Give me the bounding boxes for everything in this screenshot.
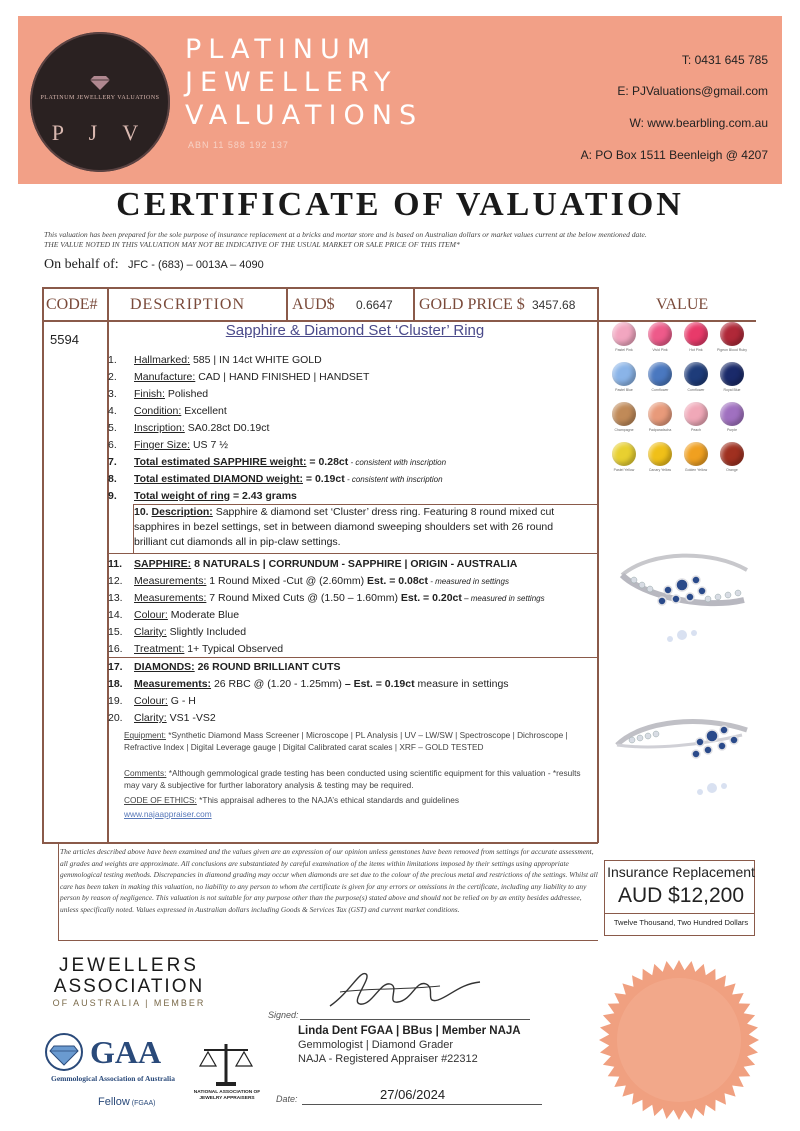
spec-number: 8. <box>108 473 117 485</box>
table-border-bottom <box>42 842 598 844</box>
spec-row <box>108 490 297 503</box>
ethics-note <box>124 794 594 806</box>
gem-swatch-label: Pastel Pink <box>615 348 633 352</box>
spec-note: - consistent with inscription <box>348 458 447 467</box>
spec-row <box>108 439 228 452</box>
table-border-left <box>42 287 44 843</box>
spec-number: 13. <box>108 592 123 604</box>
insurance-divider <box>604 913 754 914</box>
brand-name-line1: PLATINUM <box>185 34 378 65</box>
description-text: Sapphire & diamond set ‘Cluster’ dress ring. Featuring 8 round mixed cut sapphires in bezel settings, set in between diamond sweeping shoulders set with 26 round brilliant cut diamonds all in pip-claw settings. <box>134 506 555 548</box>
spec-value: 1+ Typical Observed <box>184 643 284 655</box>
signature-line <box>300 1019 530 1020</box>
code-column-header: CODE# <box>46 296 98 313</box>
signer-title: Gemmologist | Diamond Grader <box>298 1039 454 1051</box>
gem-swatch-label: Pigeon Blood Ruby <box>717 348 747 352</box>
ring-photo-top <box>612 545 752 655</box>
gem-swatch-label: Golden Yellow <box>684 468 708 472</box>
gem-swatch-label: Pastel Blue <box>615 388 633 392</box>
gem-swatch <box>720 322 744 346</box>
spec-number: 15. <box>108 626 123 638</box>
spec-value: Excellent <box>181 405 227 417</box>
company-logo <box>30 32 170 172</box>
description-number: 10. <box>134 506 149 518</box>
disclaimer-box-bottom <box>58 940 598 941</box>
header-divider-aud <box>286 287 288 320</box>
gem-swatch <box>612 402 636 426</box>
date-line <box>302 1104 542 1105</box>
jewellers-association-line3: OF AUSTRALIA | MEMBER <box>52 998 206 1008</box>
spec-label: Finish: <box>134 388 165 400</box>
gem-swatch <box>684 322 708 346</box>
gem-swatch-label: Pastel Yellow <box>613 468 635 472</box>
spec-row <box>108 712 216 725</box>
gold-price-label: GOLD PRICE $ <box>419 296 525 313</box>
spec-label: Clarity: <box>134 626 167 638</box>
spec-row <box>108 456 446 469</box>
naja-link-row <box>124 808 594 820</box>
comments-note <box>124 767 594 791</box>
gem-swatch <box>684 402 708 426</box>
equipment-text: *Synthetic Diamond Mass Screener | Microscope | PL Analysis | UV – LW/SW | Spectroscope | Dichroscope | Refractive Index | Digital Leverage gauge | Digital Calibrated carat scales | XRF – GOLD TESTED <box>124 730 568 752</box>
spec-label: Total estimated DIAMOND weight: <box>134 473 303 485</box>
spec-label: Inscription: <box>134 422 185 434</box>
ethics-label: CODE OF ETHICS: <box>124 795 197 805</box>
header-divider-gold <box>413 287 415 320</box>
spec-number: 9. <box>108 490 117 502</box>
spec-number: 1. <box>108 354 117 366</box>
description-label: Description: <box>151 506 213 518</box>
spec-number: 16. <box>108 643 123 655</box>
spec-row <box>108 661 341 674</box>
signed-label: Signed: <box>268 1010 299 1020</box>
spec-row <box>108 609 239 622</box>
date-label: Date: <box>276 1094 298 1104</box>
spec-label: Measurements: <box>134 678 212 690</box>
spec-number: 2. <box>108 371 117 383</box>
naja-name: NATIONAL ASSOCIATION OF JEWELRY APPRAISERS <box>193 1090 261 1101</box>
comments-text: *Although gemmological grade testing has been conducted using scientific equipment for this valuation - *results may vary & subjective for further laboratory analysis & testing may be required. <box>124 768 581 790</box>
spec-label: Hallmarked: <box>134 354 191 366</box>
spec-note: - consistent with inscription <box>344 475 443 484</box>
spec-value: VS1 -VS2 <box>166 712 216 724</box>
diamond-icon <box>90 76 110 90</box>
valuation-notice: This valuation has been prepared for the sole purpose of insurance replacement at a bricks and mortar store and is based on Australian dollars or market values current at the below mentioned date. <box>44 230 647 239</box>
aud-rate-label: AUD$ <box>292 296 335 313</box>
ring-photo-bottom <box>612 700 752 810</box>
spec-row <box>108 575 509 588</box>
spec-value: G - H <box>167 695 196 707</box>
description-column-header: DESCRIPTION <box>130 296 246 313</box>
spec-note: – measured in settings <box>461 594 545 603</box>
spec-label: DIAMONDS: <box>134 661 195 673</box>
table-border-top <box>42 287 598 289</box>
insurance-amount: AUD $12,200 <box>617 884 745 907</box>
spec-number: 3. <box>108 388 117 400</box>
gaa-diamond-icon <box>42 1032 86 1072</box>
spec-number: 20. <box>108 712 123 724</box>
row-divider-diamond <box>108 657 598 658</box>
spec-value: Slightly Included <box>166 626 247 638</box>
spec-label: Finger Size: <box>134 439 191 451</box>
spec-row <box>108 473 443 486</box>
spec-number: 19. <box>108 695 123 707</box>
gem-swatch <box>684 442 708 466</box>
item-description <box>134 505 589 550</box>
gem-swatch-label: Canary Yellow <box>648 468 672 472</box>
item-title: Sapphire & Diamond Set ‘Cluster’ Ring <box>225 322 485 339</box>
gaa-full-name: Gemmological Association of Australia <box>51 1074 175 1083</box>
seal-stamp <box>596 958 762 1122</box>
gem-swatch-label: Champagne <box>614 428 634 432</box>
spec-value: SA0.28ct D0.19ct <box>184 422 270 434</box>
valuation-disclaimer-caps: THE VALUE NOTED IN THIS VALUATION MAY NOT BE INDICATIVE OF THE USUAL MARKET OR SALE PRICE OF THIS ITEM* <box>44 240 460 249</box>
ethics-text: *This appraisal adheres to the NAJA’s ethical standards and guidelines <box>196 795 459 805</box>
spec-value: 585 | IN 14ct WHITE GOLD <box>190 354 322 366</box>
spec-value-bold: 8 NATURALS | CORRUNDUM - SAPPHIRE | ORIGIN - AUSTRALIA <box>191 558 518 570</box>
spec-value: 7 Round Mixed Cuts @ (1.50 – 1.60mm) <box>206 592 401 604</box>
fellow-label <box>98 1096 155 1108</box>
gem-swatch <box>684 362 708 386</box>
spec-row <box>108 592 545 605</box>
gem-swatch <box>612 442 636 466</box>
spec-note: - measured in settings <box>428 577 509 586</box>
spec-row <box>108 626 246 639</box>
signature <box>320 962 490 1018</box>
insurance-box-left <box>604 860 605 936</box>
spec-value-bold: Est. = 0.20ct <box>400 592 462 604</box>
spec-label: SAPPHIRE: <box>134 558 192 570</box>
jewellers-association-line1: JEWELLERS <box>59 955 199 976</box>
fellow-text: Fellow <box>98 1096 130 1108</box>
contact-website: W: www.bearbling.com.au <box>629 116 768 130</box>
gem-swatch <box>612 362 636 386</box>
logo-monogram: P J V <box>51 120 149 145</box>
spec-row <box>108 558 517 571</box>
spec-number: 5. <box>108 422 117 434</box>
value-column-header: VALUE <box>656 296 709 313</box>
gem-swatch-label: Peach <box>691 428 701 432</box>
on-behalf-label: On behalf of: <box>44 257 119 272</box>
gem-swatch <box>648 362 672 386</box>
contact-address: A: PO Box 1511 Beenleigh @ 4207 <box>580 148 768 162</box>
gem-swatch <box>648 322 672 346</box>
spec-value: US 7 ½ <box>190 439 228 451</box>
spec-value: Moderate Blue <box>167 609 240 621</box>
spec-label: Measurements: <box>134 575 207 587</box>
spec-label: Clarity: <box>134 712 167 724</box>
spec-label: Total weight of ring <box>134 490 231 502</box>
fellow-abbrev: (FGAA) <box>129 1100 156 1107</box>
abn-number: ABN 11 588 192 137 <box>188 140 289 150</box>
equipment-label: Equipment: <box>124 730 166 740</box>
spec-value: Polished <box>164 388 209 400</box>
spec-label: Measurements: <box>134 592 207 604</box>
spec-row <box>108 354 322 367</box>
spec-value-bold: = 0.28ct <box>306 456 349 468</box>
logo-caption: PLATINUM JEWELLERY VALUATIONS <box>40 95 160 101</box>
naja-scales-icon <box>198 1040 254 1088</box>
spec-value-bold: – Est. = 0.19ct <box>344 678 415 690</box>
value-column-divider <box>597 287 599 843</box>
spec-number: 6. <box>108 439 117 451</box>
spec-value: CAD | HAND FINISHED | HANDSET <box>195 371 370 383</box>
disclaimer-box-left <box>58 843 59 941</box>
spec-number: 14. <box>108 609 123 621</box>
gem-swatch <box>648 442 672 466</box>
gem-swatch <box>648 402 672 426</box>
gem-swatch-label: Hot Pink <box>689 348 703 352</box>
spec-value: 1 Round Mixed -Cut @ (2.60mm) <box>206 575 368 587</box>
contact-email: E: PJValuations@gmail.com <box>617 84 768 98</box>
aud-rate-value: 0.6647 <box>356 298 393 312</box>
gem-swatch-label: Cornflower <box>651 388 669 392</box>
spec-row <box>108 405 227 418</box>
spec-label: Colour: <box>134 609 168 621</box>
spec-row <box>108 388 208 401</box>
gem-swatch-label: Padparadscha <box>648 428 672 432</box>
spec-label: Manufacture: <box>134 371 196 383</box>
spec-row <box>108 678 509 691</box>
legal-disclaimer: The articles described above have been examined and the values given are an expression of our opinion unless gemstones have been removed from settings for accurate assessment, all grades and weights are approximate. All conclusions are substantiated by careful examination of the items within limitations imposed by their settings using appropriate gemmological testing methods. Discrepancies in diamond grading may occur when diamonds are set due to the colour of the precious metal and restrictions of the settings. Whilst all care has been taken in making this valuation, no liability to any person to whom the certificate is given for any errors or omissions in the certificate, including any liability to any person by reason of negligence. This valuation is not suitable for any purpose other than the purpose(s) stated above and should not be relied on by an entity besides addressee, unless specifically noted. Values expressed in Australian dollars including Goods & Services Tax (GST) and current market conditions. <box>60 847 598 914</box>
item-code: 5594 <box>50 332 79 347</box>
spec-value-bold: = 2.43 grams <box>230 490 297 502</box>
gem-swatch <box>720 402 744 426</box>
gem-swatch-label: Purple <box>726 428 738 432</box>
row-divider-sapphire <box>108 553 598 554</box>
spec-number: 11. <box>108 558 123 570</box>
comments-label: Comments: <box>124 768 167 778</box>
on-behalf-value: JFC - (683) – 0013A – 4090 <box>128 259 264 271</box>
insurance-title: Insurance Replacement <box>607 864 755 880</box>
insurance-box-bottom <box>604 935 755 936</box>
certificate-title: CERTIFICATE OF VALUATION <box>116 186 684 223</box>
spec-label: Treatment: <box>134 643 185 655</box>
contact-phone: T: 0431 645 785 <box>681 53 768 67</box>
spec-number: 17. <box>108 661 123 673</box>
brand-name-line3: VALUATIONS <box>185 100 424 131</box>
gold-price-value: 3457.68 <box>532 298 576 312</box>
spec-number: 7. <box>108 456 117 468</box>
spec-number: 12. <box>108 575 123 587</box>
insurance-amount-words: Twelve Thousand, Two Hundred Dollars <box>613 918 749 927</box>
gem-swatch-label: Royal Blue <box>723 388 741 392</box>
spec-label: Colour: <box>134 695 168 707</box>
gaa-logo-text: GAA <box>90 1034 162 1070</box>
spec-row <box>108 695 196 708</box>
spec-number: 18. <box>108 678 123 690</box>
gem-swatch-label: Vivid Pink <box>652 348 668 352</box>
jewellers-association-line2: ASSOCIATION <box>53 976 205 997</box>
equipment-note <box>124 729 594 753</box>
spec-value-bold: Est. = 0.08ct <box>367 575 429 587</box>
spec-value-bold: 26 ROUND BRILLIANT CUTS <box>194 661 341 673</box>
spec-row <box>108 643 283 656</box>
spec-value-extra: measure in settings <box>414 678 509 690</box>
gem-swatch <box>720 442 744 466</box>
date-value: 27/06/2024 <box>380 1087 446 1102</box>
spec-value-bold: = 0.19ct <box>302 473 345 485</box>
insurance-box-top <box>604 860 754 861</box>
spec-number: 4. <box>108 405 117 417</box>
spec-label: Total estimated SAPPHIRE weight: <box>134 456 307 468</box>
spec-value: 26 RBC @ (1.20 - 1.25mm) <box>211 678 345 690</box>
gem-swatch-label: Cornflower <box>687 388 705 392</box>
gem-swatch <box>612 322 636 346</box>
naja-website-link[interactable]: www.najaappraiser.com <box>124 809 212 819</box>
spec-label: Condition: <box>134 405 182 417</box>
spec-row <box>108 422 269 435</box>
brand-name-line2: JEWELLERY <box>185 67 398 98</box>
signer-registration: NAJA - Registered Appraiser #22312 <box>298 1053 478 1065</box>
signer-name: Linda Dent FGAA | BBus | Member NAJA <box>298 1025 521 1037</box>
gem-swatch <box>720 362 744 386</box>
spec-row <box>108 371 369 384</box>
gem-swatch-label: Orange <box>726 468 738 472</box>
